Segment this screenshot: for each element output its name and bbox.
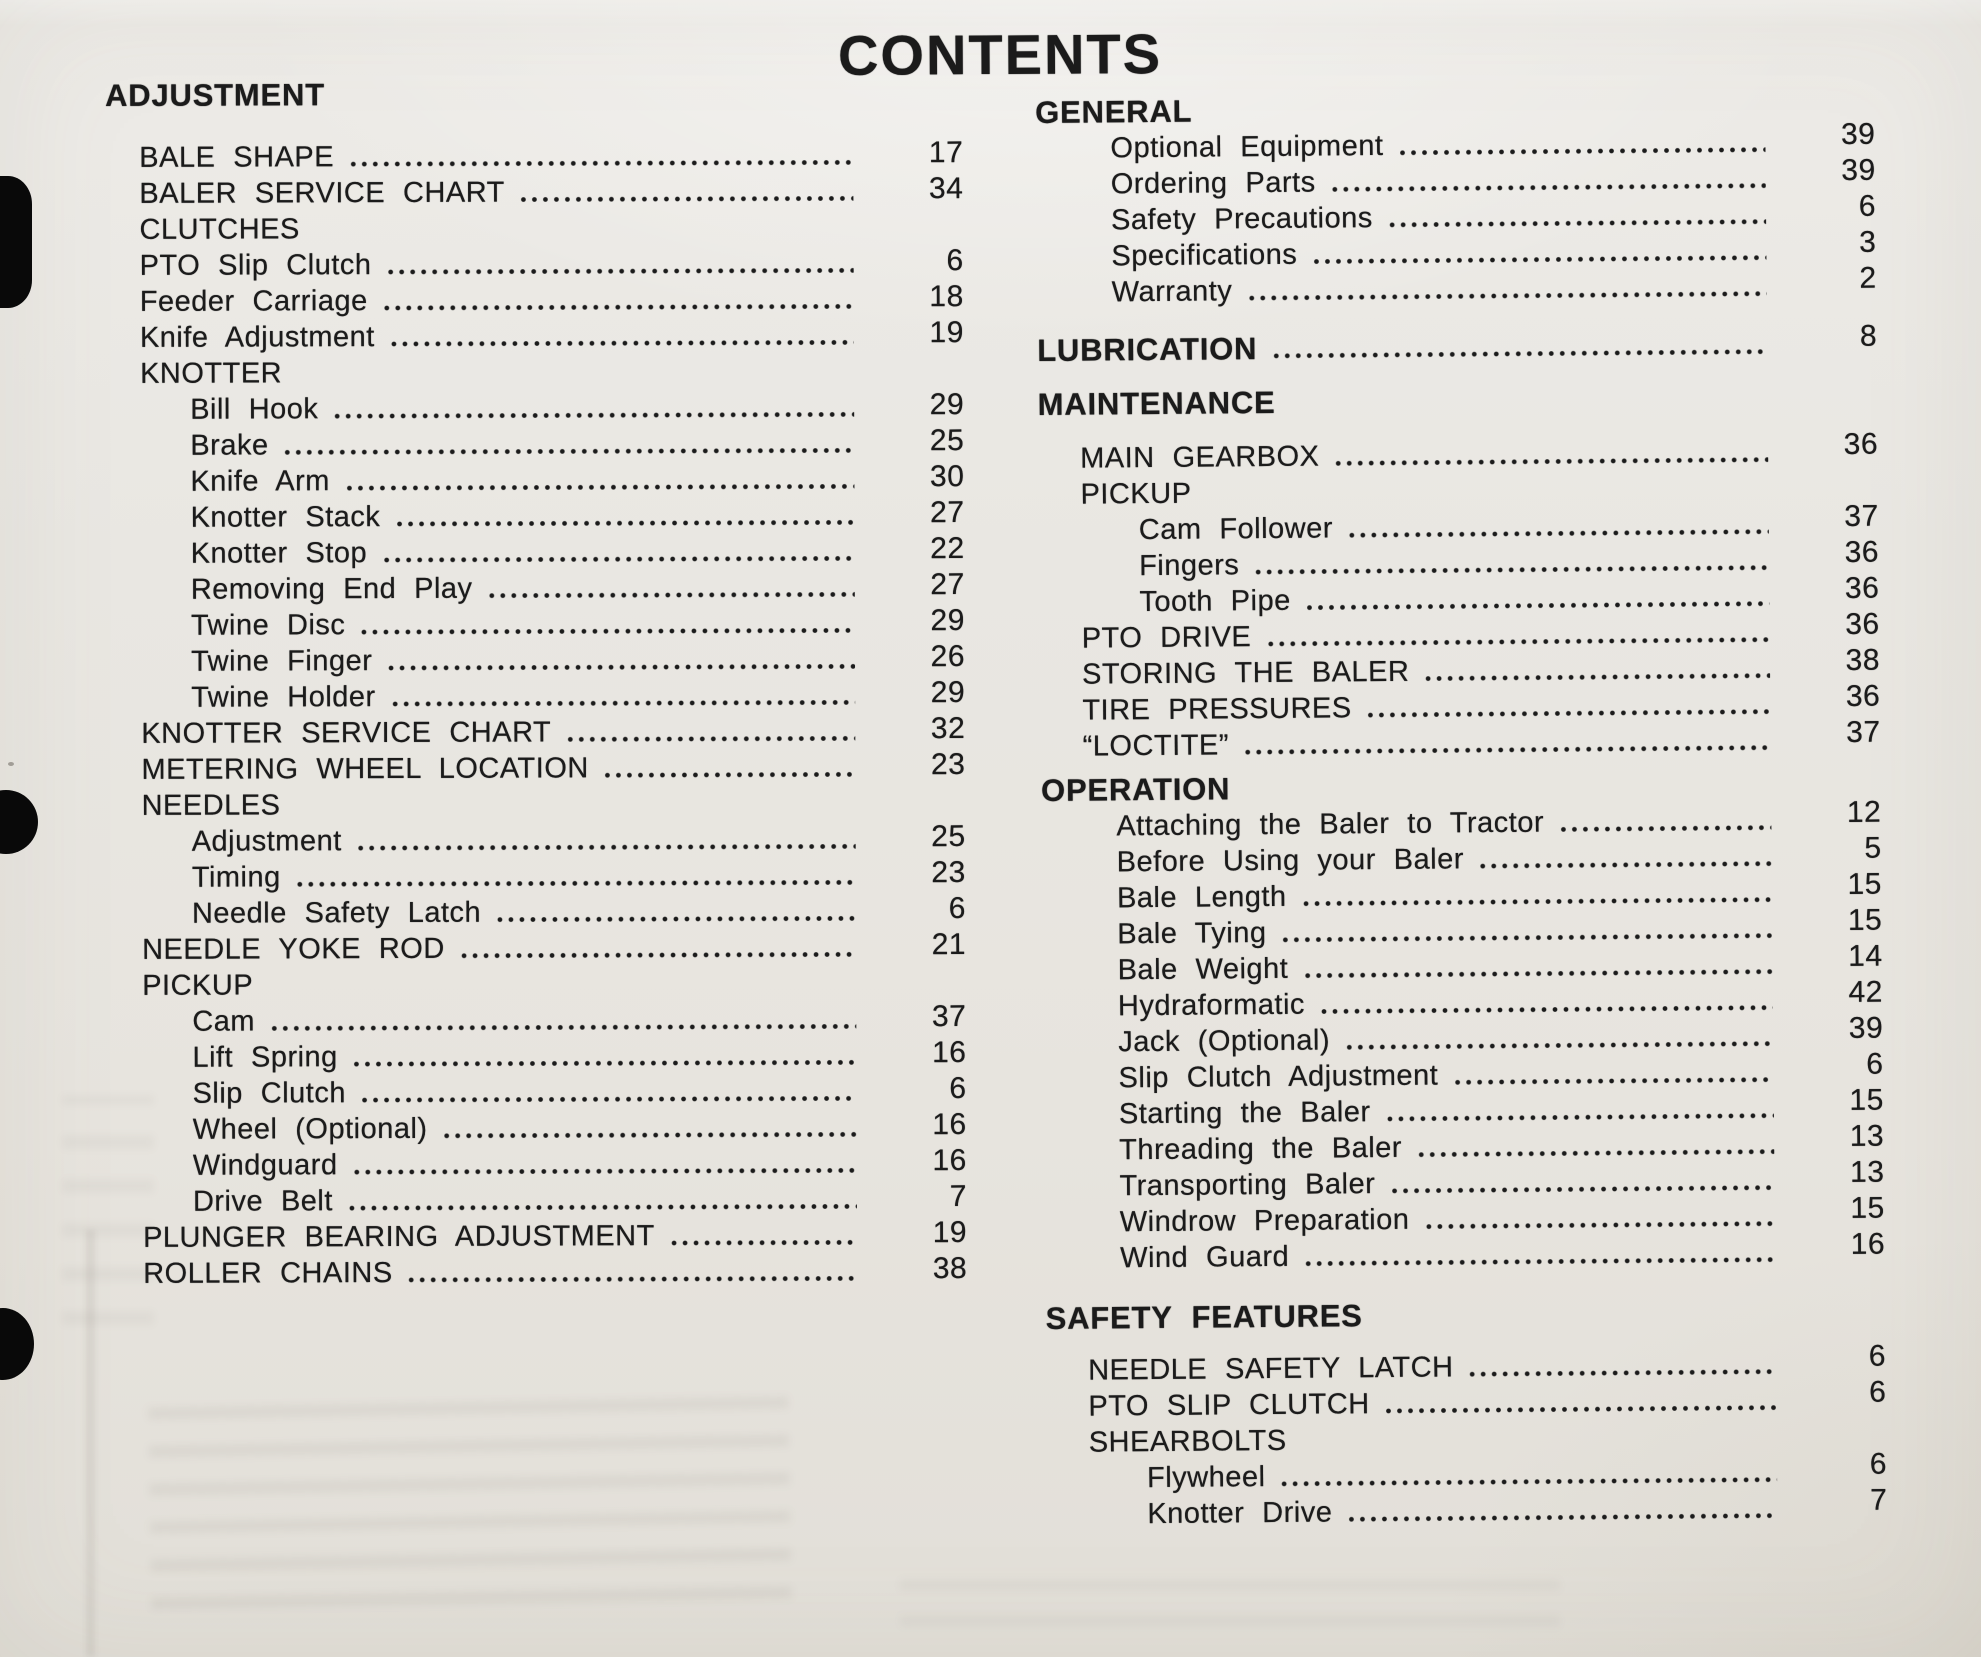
entry-label: Drive Belt xyxy=(192,1185,333,1218)
page-number: 15 xyxy=(1847,867,1883,901)
entry-label: PLUNGER BEARING ADJUSTMENT xyxy=(142,1220,655,1254)
dot-leader xyxy=(489,591,855,598)
dot-leader xyxy=(1480,861,1772,870)
dot-leader xyxy=(271,1023,856,1031)
page-number: 2 xyxy=(1859,261,1877,295)
page-number: 21 xyxy=(931,927,967,962)
entry-label: Twine Holder xyxy=(191,681,376,714)
paper-crease xyxy=(86,1230,95,1657)
entry-label: Bill Hook xyxy=(190,393,319,426)
section-header xyxy=(105,75,963,114)
page-number: 13 xyxy=(1849,1155,1885,1189)
dot-leader xyxy=(358,843,856,851)
dot-leader xyxy=(1425,1221,1774,1230)
entry-label: Starting the Baler xyxy=(1118,1096,1371,1131)
page-number: 6 xyxy=(1866,1047,1884,1081)
toc-row xyxy=(108,857,966,896)
dot-leader xyxy=(388,663,855,671)
toc-row xyxy=(109,1181,967,1220)
dot-leader xyxy=(1282,1477,1778,1487)
entry-label: Warranty xyxy=(1111,275,1233,309)
entry-label: NEEDLE YOKE ROD xyxy=(141,932,445,966)
entry-label: Specifications xyxy=(1111,238,1298,273)
entry-label: ADJUSTMENT xyxy=(105,77,325,113)
scan-speck xyxy=(8,762,14,766)
toc-row xyxy=(106,353,964,392)
entry-label: Cam xyxy=(192,1005,256,1038)
page-number: 38 xyxy=(932,1251,968,1286)
page-number: 39 xyxy=(1841,153,1876,187)
dot-leader xyxy=(1368,709,1771,719)
entry-label: NEEDLE SAFETY LATCH xyxy=(1087,1351,1454,1387)
entry-label: Threading the Baler xyxy=(1119,1131,1403,1167)
page-number: 16 xyxy=(932,1143,967,1178)
entry-label: Before Using your Baler xyxy=(1116,843,1465,879)
toc-row xyxy=(108,965,966,1004)
toc-row xyxy=(107,533,965,572)
entry-label: Jack (Optional) xyxy=(1118,1024,1331,1059)
page-number: 37 xyxy=(1846,715,1881,749)
entry-label: MAINTENANCE xyxy=(1037,384,1276,422)
scan-smudge xyxy=(148,1389,792,1635)
entry-label: Knotter Drive xyxy=(1147,1496,1333,1531)
entry-label: Adjustment xyxy=(191,825,342,858)
entry-label: BALE SHAPE xyxy=(139,141,335,174)
entry-label: Twine Disc xyxy=(190,609,346,642)
dot-leader xyxy=(1389,219,1766,228)
toc-row xyxy=(106,245,964,284)
page-number: 32 xyxy=(930,712,966,746)
page-number: 37 xyxy=(931,999,967,1034)
page-number: 23 xyxy=(930,748,966,782)
page-number: 12 xyxy=(1846,795,1882,829)
toc-row xyxy=(108,1037,966,1076)
toc-row xyxy=(107,605,965,644)
entry-label: Cam Follower xyxy=(1138,512,1334,547)
page-number: 29 xyxy=(930,676,966,710)
page-number: 15 xyxy=(1847,903,1883,937)
toc-row xyxy=(108,1001,966,1040)
dot-leader xyxy=(497,915,856,922)
page-number: 22 xyxy=(930,532,965,566)
dot-leader xyxy=(334,411,854,419)
entry-label: MAIN GEARBOX xyxy=(1080,440,1320,475)
toc-row xyxy=(105,137,963,176)
page-number: 30 xyxy=(929,460,965,494)
entry-label: NEEDLES xyxy=(141,789,281,822)
entry-label: Hydraformatic xyxy=(1117,988,1306,1023)
toc-row xyxy=(108,929,966,968)
entry-label: Knotter Stop xyxy=(190,537,368,570)
entry-label: Lift Spring xyxy=(192,1041,338,1074)
page-number: 42 xyxy=(1848,975,1884,1009)
entry-label: Knife Adjustment xyxy=(139,321,375,354)
dot-leader xyxy=(383,555,855,563)
dot-leader xyxy=(1245,745,1771,756)
entry-label: Knotter Stack xyxy=(190,501,381,534)
entry-label: Bale Weight xyxy=(1117,952,1289,987)
entry-label: SHEARBOLTS xyxy=(1088,1424,1287,1459)
dot-leader xyxy=(1386,1405,1777,1414)
entry-label: GENERAL xyxy=(1035,93,1193,130)
dot-leader xyxy=(1349,529,1769,539)
toc-row xyxy=(107,569,965,608)
entry-label: Needle Safety Latch xyxy=(191,896,482,930)
entry-label: CLUTCHES xyxy=(139,213,300,246)
dot-leader xyxy=(1273,349,1767,359)
dot-leader xyxy=(354,1167,857,1175)
entry-label: Ordering Parts xyxy=(1110,166,1316,201)
page-number: 16 xyxy=(931,1035,967,1070)
entry-label: BALER SERVICE CHART xyxy=(139,176,505,210)
entry-label: PTO Slip Clutch xyxy=(139,249,372,282)
entry-label: METERING WHEEL LOCATION xyxy=(141,752,589,786)
page-number: 7 xyxy=(949,1179,967,1214)
dot-leader xyxy=(461,951,856,958)
dot-leader xyxy=(1399,147,1765,156)
toc-row xyxy=(109,1217,967,1256)
page-number: 25 xyxy=(929,424,965,458)
entry-label: Optional Equipment xyxy=(1110,129,1384,165)
dot-leader xyxy=(392,699,855,707)
page-number: 25 xyxy=(931,820,966,854)
entry-label: Wheel (Optional) xyxy=(192,1112,428,1146)
punch-mark xyxy=(0,790,38,854)
dot-leader xyxy=(1321,1005,1773,1015)
entry-label: Fingers xyxy=(1138,549,1240,583)
entry-label: Bale Length xyxy=(1116,880,1287,915)
page-number: 29 xyxy=(930,604,965,638)
toc-row xyxy=(107,677,965,716)
page-number: 19 xyxy=(929,316,964,350)
dot-leader xyxy=(1335,457,1768,467)
dot-leader xyxy=(362,1095,857,1103)
page-number: 37 xyxy=(1844,499,1879,533)
toc-row xyxy=(107,785,965,824)
entry-label: Tooth Pipe xyxy=(1139,584,1291,619)
entry-label: TIRE PRESSURES xyxy=(1082,692,1352,727)
page-number: 17 xyxy=(928,136,964,170)
page-number: 36 xyxy=(1845,607,1880,641)
toc-row xyxy=(105,173,963,212)
page-number: 23 xyxy=(931,856,966,890)
entry-label: Windrow Preparation xyxy=(1119,1203,1410,1239)
entry-label: Windguard xyxy=(192,1149,338,1182)
page-number: 6 xyxy=(946,244,964,278)
entry-label: PICKUP xyxy=(1080,477,1192,511)
page-number: 36 xyxy=(1843,427,1879,461)
entry-label: Feeder Carriage xyxy=(139,285,368,318)
dot-leader xyxy=(567,735,855,742)
toc-row xyxy=(109,1109,967,1148)
entry-label: PTO DRIVE xyxy=(1081,621,1252,655)
page-number: 8 xyxy=(1859,319,1878,353)
dot-leader xyxy=(1560,825,1771,833)
entry-label: Slip Clutch xyxy=(192,1077,347,1110)
entry-label: SAFETY FEATURES xyxy=(1045,1298,1363,1336)
entry-label: Slip Clutch Adjustment xyxy=(1118,1059,1439,1095)
dot-leader xyxy=(350,159,853,167)
page-number: 26 xyxy=(930,640,966,674)
toc-row xyxy=(107,713,965,752)
dot-leader xyxy=(396,519,854,527)
dot-leader xyxy=(346,483,855,491)
page-number: 6 xyxy=(949,1071,967,1106)
dot-leader xyxy=(1470,1369,1777,1378)
dot-leader xyxy=(297,879,856,887)
punch-mark xyxy=(0,176,32,308)
page-number: 39 xyxy=(1848,1011,1884,1045)
page-number: 6 xyxy=(1869,1447,1888,1481)
dot-leader xyxy=(384,303,854,311)
dot-leader xyxy=(605,771,856,778)
dot-leader xyxy=(1255,565,1769,575)
dot-leader xyxy=(1387,1113,1774,1122)
page-number: 16 xyxy=(1850,1227,1886,1261)
dot-leader xyxy=(1307,601,1770,611)
page-number: 6 xyxy=(1858,189,1877,223)
section-gap xyxy=(105,111,963,140)
toc-row xyxy=(109,1145,967,1184)
scan-smudge xyxy=(900,1556,1560,1651)
toc-row xyxy=(107,749,965,788)
dot-leader xyxy=(387,267,853,275)
page-number: 36 xyxy=(1844,571,1880,605)
page-number: 27 xyxy=(930,496,965,530)
page-number: 29 xyxy=(929,388,965,422)
entry-label: Bale Tying xyxy=(1117,917,1267,951)
dot-leader xyxy=(1248,291,1766,302)
entry-label: STORING THE BALER xyxy=(1081,655,1410,691)
page-number: 13 xyxy=(1849,1119,1885,1153)
dot-leader xyxy=(1454,1077,1773,1086)
entry-label: Timing xyxy=(191,861,281,894)
entry-label: “LOCTITE” xyxy=(1082,729,1230,763)
page-number: 6 xyxy=(1869,1375,1887,1409)
dot-leader xyxy=(1418,1149,1774,1158)
page-number: 7 xyxy=(1869,1483,1888,1517)
toc-row xyxy=(106,389,964,428)
toc-column-left xyxy=(105,75,967,1292)
page-number: 16 xyxy=(932,1107,967,1142)
toc-row xyxy=(108,1073,966,1112)
page-number: 38 xyxy=(1845,643,1881,677)
dot-leader xyxy=(1348,1513,1777,1523)
page-number: 6 xyxy=(948,892,966,926)
toc-row xyxy=(106,281,964,320)
dot-leader xyxy=(1303,897,1772,907)
toc-row xyxy=(108,821,966,860)
dot-leader xyxy=(671,1239,857,1246)
toc-row xyxy=(106,425,964,464)
entry-label: ROLLER CHAINS xyxy=(143,1257,393,1290)
entry-label: PTO SLIP CLUTCH xyxy=(1088,1388,1370,1423)
entry-label: Twine Finger xyxy=(190,645,373,678)
toc-row xyxy=(105,209,963,248)
page-number: 3 xyxy=(1858,225,1877,259)
dot-leader xyxy=(391,339,854,347)
entry-label: LUBRICATION xyxy=(1037,331,1258,368)
entry-label: Knife Arm xyxy=(190,465,330,498)
dot-leader xyxy=(354,1059,857,1067)
dot-leader xyxy=(409,1275,858,1283)
entry-label: Safety Precautions xyxy=(1110,202,1373,237)
page-number: 5 xyxy=(1864,831,1882,865)
entry-label: Attaching the Baler to Tractor xyxy=(1116,806,1545,843)
dot-leader xyxy=(1332,183,1766,193)
page-number: 19 xyxy=(932,1215,968,1250)
dot-leader xyxy=(285,447,855,455)
page-number: 39 xyxy=(1840,117,1876,151)
page-number: 34 xyxy=(928,172,964,206)
toc-row xyxy=(109,1253,967,1292)
dot-leader xyxy=(1305,1257,1775,1267)
toc-row xyxy=(1047,1483,1888,1533)
dot-leader xyxy=(1425,673,1770,682)
toc-row xyxy=(106,497,964,536)
entry-label: OPERATION xyxy=(1040,771,1231,808)
entry-label: Brake xyxy=(190,429,269,462)
entry-label: Removing End Play xyxy=(190,572,473,606)
toc-row xyxy=(108,893,966,932)
entry-label: Wind Guard xyxy=(1120,1240,1290,1275)
page-title: CONTENTS xyxy=(837,22,1163,87)
page-number: 18 xyxy=(929,280,964,314)
page-number: 15 xyxy=(1850,1191,1885,1225)
page-number: 27 xyxy=(930,568,965,602)
page-number: 15 xyxy=(1849,1083,1884,1117)
page-number: 6 xyxy=(1868,1339,1887,1373)
dot-leader xyxy=(1304,969,1772,979)
toc-column-right xyxy=(1035,88,1888,1533)
entry-label: KNOTTER xyxy=(139,357,283,390)
dot-leader xyxy=(444,1131,857,1138)
dot-leader xyxy=(349,1203,857,1211)
punch-mark xyxy=(0,1308,34,1380)
entry-label: Flywheel xyxy=(1146,1461,1266,1495)
dot-leader xyxy=(1313,255,1766,265)
entry-label: PICKUP xyxy=(142,969,254,1002)
page-number: 36 xyxy=(1845,679,1881,713)
dot-leader xyxy=(361,627,855,635)
dot-leader xyxy=(1391,1185,1774,1194)
toc-row xyxy=(107,641,965,680)
page-number: 14 xyxy=(1848,939,1883,973)
dot-leader xyxy=(1283,933,1773,943)
entry-label: KNOTTER SERVICE CHART xyxy=(141,716,552,750)
toc-row xyxy=(106,317,964,356)
dot-leader xyxy=(1346,1041,1773,1051)
dot-leader xyxy=(1267,637,1769,647)
entry-label: Transporting Baler xyxy=(1119,1168,1376,1203)
toc-row xyxy=(106,461,964,500)
page-number: 36 xyxy=(1844,535,1880,569)
dot-leader xyxy=(521,195,854,202)
